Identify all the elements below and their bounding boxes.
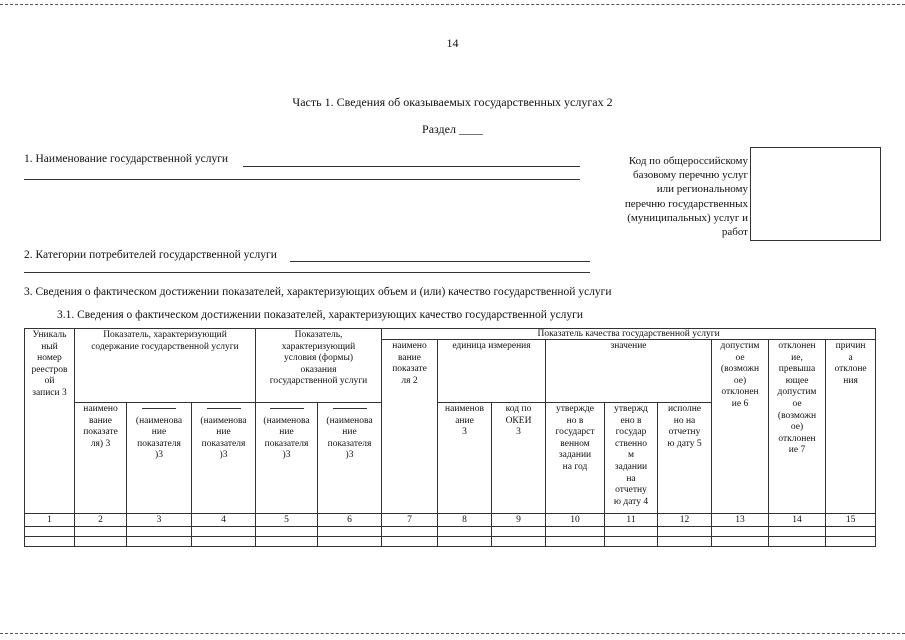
consumer-category-line bbox=[290, 261, 590, 262]
bottom-scan-edge bbox=[0, 633, 905, 634]
header-conditions-indicator: Показатель, характеризующий условия (формы) оказания государственной услуги bbox=[256, 329, 382, 403]
header-exceeding-deviation: отклонен ие, превыша ющее допустим ое (возможн ое) отклонен ие 7 bbox=[769, 340, 826, 514]
header-content-1: наимено вание показате ля) 3 bbox=[75, 403, 127, 514]
column-number: 15 bbox=[826, 514, 876, 527]
header-quality-indicator: Показатель качества государственной услуги bbox=[382, 329, 876, 340]
service-name-line-2 bbox=[24, 179, 580, 180]
column-number: 9 bbox=[492, 514, 546, 527]
header-unit-name: наименов ание 3 bbox=[438, 403, 492, 514]
column-number: 2 bbox=[75, 514, 127, 527]
column-number: 6 bbox=[318, 514, 382, 527]
part-title: Часть 1. Сведения об оказываемых государственных услугах 2 bbox=[292, 95, 613, 109]
column-number: 7 bbox=[382, 514, 438, 527]
header-conditions-2: (наименова ние показателя )3 bbox=[318, 403, 382, 514]
consumer-category-line-2 bbox=[24, 272, 590, 273]
header-unit: единица измерения bbox=[438, 340, 546, 403]
column-number: 14 bbox=[769, 514, 826, 527]
column-number: 4 bbox=[192, 514, 256, 527]
item3-title: 3. Сведения о фактическом достижении показателей, характеризующих объем и (или) качество государственной услуги bbox=[24, 286, 612, 298]
table-row bbox=[25, 527, 876, 537]
service-code-label: Код по общероссийскому базовому перечню услуг или региональному перечню государственных (муниципальных) услуг и работ bbox=[624, 155, 748, 239]
table-row bbox=[25, 537, 876, 547]
consumer-category-label: 2. Категории потребителей государственной услуги bbox=[24, 249, 277, 261]
header-approved-date: утвержд ено в государ ственно м задании на отчетну ю дату 4 bbox=[605, 403, 658, 514]
header-value: значение bbox=[546, 340, 712, 403]
service-name-label: 1. Наименование государственной услуги bbox=[24, 153, 229, 165]
column-number: 1 bbox=[25, 514, 75, 527]
column-number: 10 bbox=[546, 514, 605, 527]
column-number: 13 bbox=[712, 514, 769, 527]
header-deviation-reason: причин а отклоне ния bbox=[826, 340, 876, 514]
header-indicator-name: наимено вание показате ля 2 bbox=[382, 340, 438, 514]
header-approved-year: утвержде но в государст венном задании на год bbox=[546, 403, 605, 514]
header-allowed-deviation: допустим ое (возможн ое) отклонен ие 6 bbox=[712, 340, 769, 514]
column-number: 11 bbox=[605, 514, 658, 527]
header-unique-number: Уникаль ный номер реестров ой записи 3 bbox=[25, 329, 75, 514]
column-number: 8 bbox=[438, 514, 492, 527]
service-code-box[interactable] bbox=[750, 147, 881, 241]
quality-indicators-table bbox=[24, 328, 876, 547]
page-number: 14 bbox=[446, 36, 459, 50]
header-content-3: (наименова ние показателя )3 bbox=[192, 403, 256, 514]
service-name-line bbox=[243, 166, 580, 167]
header-conditions-1: (наименова ние показателя )3 bbox=[256, 403, 318, 514]
header-unit-code: код по ОКЕИ 3 bbox=[492, 403, 546, 514]
header-executed: исполне но на отчетну ю дату 5 bbox=[658, 403, 712, 514]
column-number: 12 bbox=[658, 514, 712, 527]
column-number: 5 bbox=[256, 514, 318, 527]
column-number: 3 bbox=[127, 514, 192, 527]
header-content-2: (наименова ние показателя )3 bbox=[127, 403, 192, 514]
header-content-indicator: Показатель, характеризующий содержание государственной услуги bbox=[75, 329, 256, 403]
section-label: Раздел ____ bbox=[422, 122, 483, 136]
top-scan-edge bbox=[0, 4, 905, 5]
item31-title: 3.1. Сведения о фактическом достижении показателей, характеризующих качество государственной услуги bbox=[57, 309, 584, 321]
column-number-row bbox=[25, 514, 876, 527]
